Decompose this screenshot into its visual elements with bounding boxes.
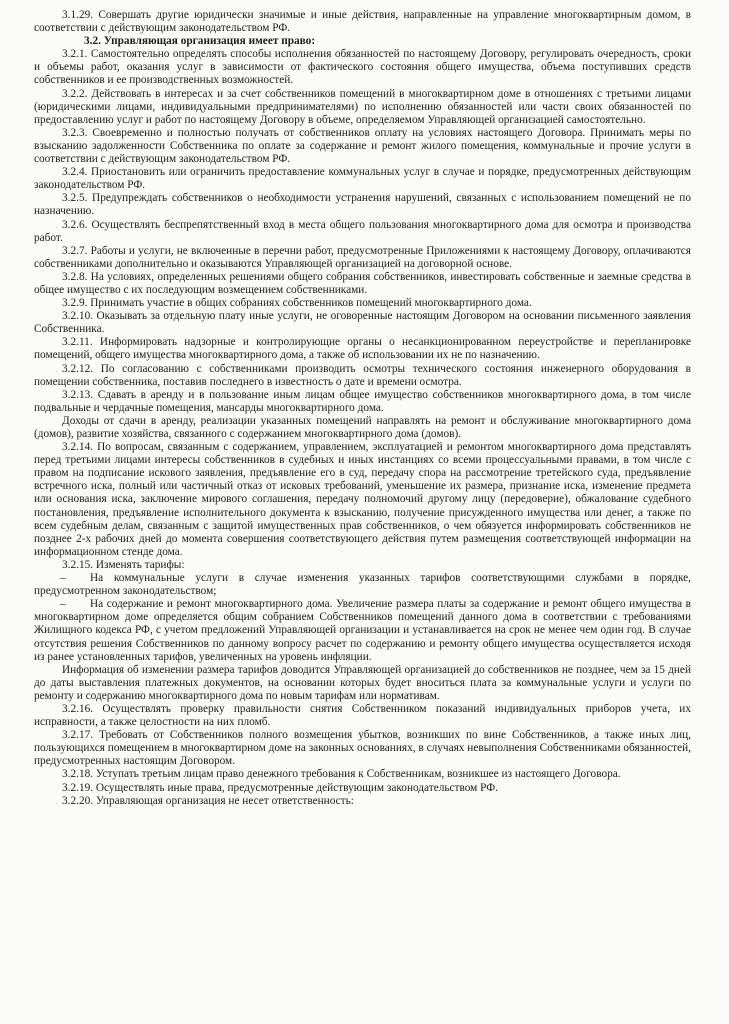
clause-3-2-4: 3.2.4. Приостановить или ограничить предоставление коммунальных услуг в случае и порядке, предусмотренных действующим законодательством РФ. xyxy=(34,166,691,192)
clause-3-2-18: 3.2.18. Уступать третьим лицам право денежного требования к Собственникам, возникшее из настоящего Договора. xyxy=(62,768,621,781)
clause-3-2-16: 3.2.16. Осуществлять проверку правильности снятия Собственником показаний индивидуальных приборов учета, их исправности, а также целостности на них пломб. xyxy=(34,702,691,729)
clause-3-2-1: 3.2.1. Самостоятельно определять способы исполнения обязанностей по настоящему Договору, регулировать очередность, сроки и объемы работ, оказания услуг в зависимости от фактического состояния общего имущества, объема поступивших средств собственников и ее производственных возможностей. xyxy=(34,48,691,87)
dash-marker: – xyxy=(60,598,66,611)
clause-3-2-9: 3.2.9. Принимать участие в общих собраниях собственников помещений многоквартирного дома. xyxy=(62,297,532,310)
clause-3-2-11: 3.2.11. Информировать надзорные и контролирующие органы о несанкционированном переустройстве и перепланировке помещений, общего имущества многоквартирного дома, а также об использовании их не по назначению. xyxy=(34,336,691,362)
clause-3-2-13-income: Доходы от сдачи в аренду, реализации указанных помещений направлять на ремонт и обслуживание многоквартирного дома (домов), развитие хозяйства, связанного с содержанием многоквартирного дома (домов). xyxy=(34,414,691,440)
clause-3-2-8: 3.2.8. На условиях, определенных решениями общего собрания собственников, инвестировать собственные и заемные средства в общее имущество с их последующим возмещением собственниками. xyxy=(34,270,691,296)
clause-3-2-14: 3.2.14. По вопросам, связанным с содержанием, управлением, эксплуатацией и ремонтом многоквартирного дома представлять перед третьими лицами интересы собственников в судебных и иных инстанциях со всеми процессуальными правами, в том числе с правом на подписание искового заявления, предъявление его в суд, передачу спора на рассмотрение третейского суда, предъявление встречного иска, полный или частичный отказ от исковых требований, уменьшение их размера, признание иска, изменение предмета или основания иска, заключение мирового соглашения, передачу полномочий другому лицу (передоверие), обжалование судебного постановления, предъявление исполнительного документа к взысканию, получение присужденного имущества или денег, а также по всем судебным делам, связанным с защитой имущественных прав собственников, о чем обязуется информировать собственников не позднее 2-х рабочих дней до момента совершения соответствующего действия путем размещения соответствующей информации на информационном стенде дома. xyxy=(34,441,691,558)
tariff-notice: Информация об изменении размера тарифов доводится Управляющей организацией до собственников не позднее, чем за 15 дней до даты выставления платежных документов, на основании которых будет вноситься плата за коммунальные услуги и услуги по ремонту и содержанию многоквартирного дома по новым тарифам или нормативам. xyxy=(34,663,691,702)
clause-3-2-13: 3.2.13. Сдавать в аренду и в пользование иным лицам общее имущество собственников многоквартирного дома, в том числе подвальные и чердачные помещения, мансарды многоквартирного дома. xyxy=(34,388,691,414)
clause-3-2-19: 3.2.19. Осуществлять иные права, предусмотренные действующим законодательством РФ. xyxy=(62,781,498,794)
dash-marker: – xyxy=(60,572,66,585)
tariff-item-text: На коммунальные услуги в случае изменения указанных тарифов соответствующими службами в порядке, предусмотренном законодательством; xyxy=(34,572,691,598)
section-heading-3-2: 3.2. Управляющая организация имеет право: xyxy=(84,35,316,48)
clause-3-2-2: 3.2.2. Действовать в интересах и за счет собственников помещений в многоквартирном доме в отношениях с третьими лицами (юридическими лицами, индивидуальными предпринимателями) по исполнению обязанностей или части своих обязанностей по предоставлению услуг и работ по настоящему Договору в объеме, определяемом Управляющей организацией самостоятельно. xyxy=(34,87,691,126)
clause-3-2-3: 3.2.3. Своевременно и полностью получать от собственников оплату на условиях настоящего Договора. Принимать меры по взысканию задолженности Собственника по оплате за содержание и ремонт жилого помещения, коммунальные и прочие услуги в соответствии с действующим законодательством РФ. xyxy=(34,126,691,166)
clause-3-2-6: 3.2.6. Осуществлять беспрепятственный вход в места общего пользования многоквартирного дома для осмотра и производства работ. xyxy=(34,218,691,244)
tariff-item-utilities xyxy=(34,572,691,598)
clause-3-2-15: 3.2.15. Изменять тарифы: xyxy=(62,558,185,571)
clause-3-1-29: 3.1.29. Совершать другие юридически значимые и иные действия, направленные на управление многоквартирным домом, в соответствии с действующим законодательством РФ. xyxy=(34,9,691,35)
clause-3-2-10: 3.2.10. Оказывать за отдельную плату иные услуги, не оговоренные настоящим Договором на основании письменного заявления Собственника. xyxy=(34,310,691,336)
clause-3-2-17: 3.2.17. Требовать от Собственников полного возмещения убытков, возникших по вине Собственников, а также иных лиц, пользующихся помещением в многоквартирном доме на законных основаниях, в случаях невыполнения Собственниками обязанностей, предусмотренных настоящим Договором. xyxy=(34,729,691,768)
clause-3-2-7: 3.2.7. Работы и услуги, не включенные в перечни работ, предусмотренные Приложениями к настоящему Договору, оплачиваются собственниками дополнительно и оказываются Управляющей организацией на договорной основе. xyxy=(34,244,691,270)
clause-3-2-12: 3.2.12. По согласованию с собственниками производить осмотры технического состояния инженерного оборудования в помещении собственника, поставив последнего в известность о дате и времени осмотра. xyxy=(34,362,691,388)
clause-3-2-5: 3.2.5. Предупреждать собственников о необходимости устранения нарушений, связанных с использованием помещений не по назначению. xyxy=(34,192,691,218)
clause-3-2-20: 3.2.20. Управляющая организация не несет ответственность: xyxy=(62,794,354,807)
tariff-item-maintenance xyxy=(34,598,691,663)
tariff-item-text: На содержание и ремонт многоквартирного дома. Увеличение размера платы за содержание и ремонт общего имущества в многоквартирном доме определяется общим собранием Собственников помещений данного дома в соответствии с требованиями Жилищного кодекса РФ, с учетом предложений Управляющей организации и устанавливается на срок не менее чем один год. В случае отсутствия решения Собственников по данному вопросу расчет по содержанию и ремонту общего имущества осуществляется исходя из ранее установленных тарифов, увеличенных на уровень инфляции. xyxy=(34,598,691,663)
